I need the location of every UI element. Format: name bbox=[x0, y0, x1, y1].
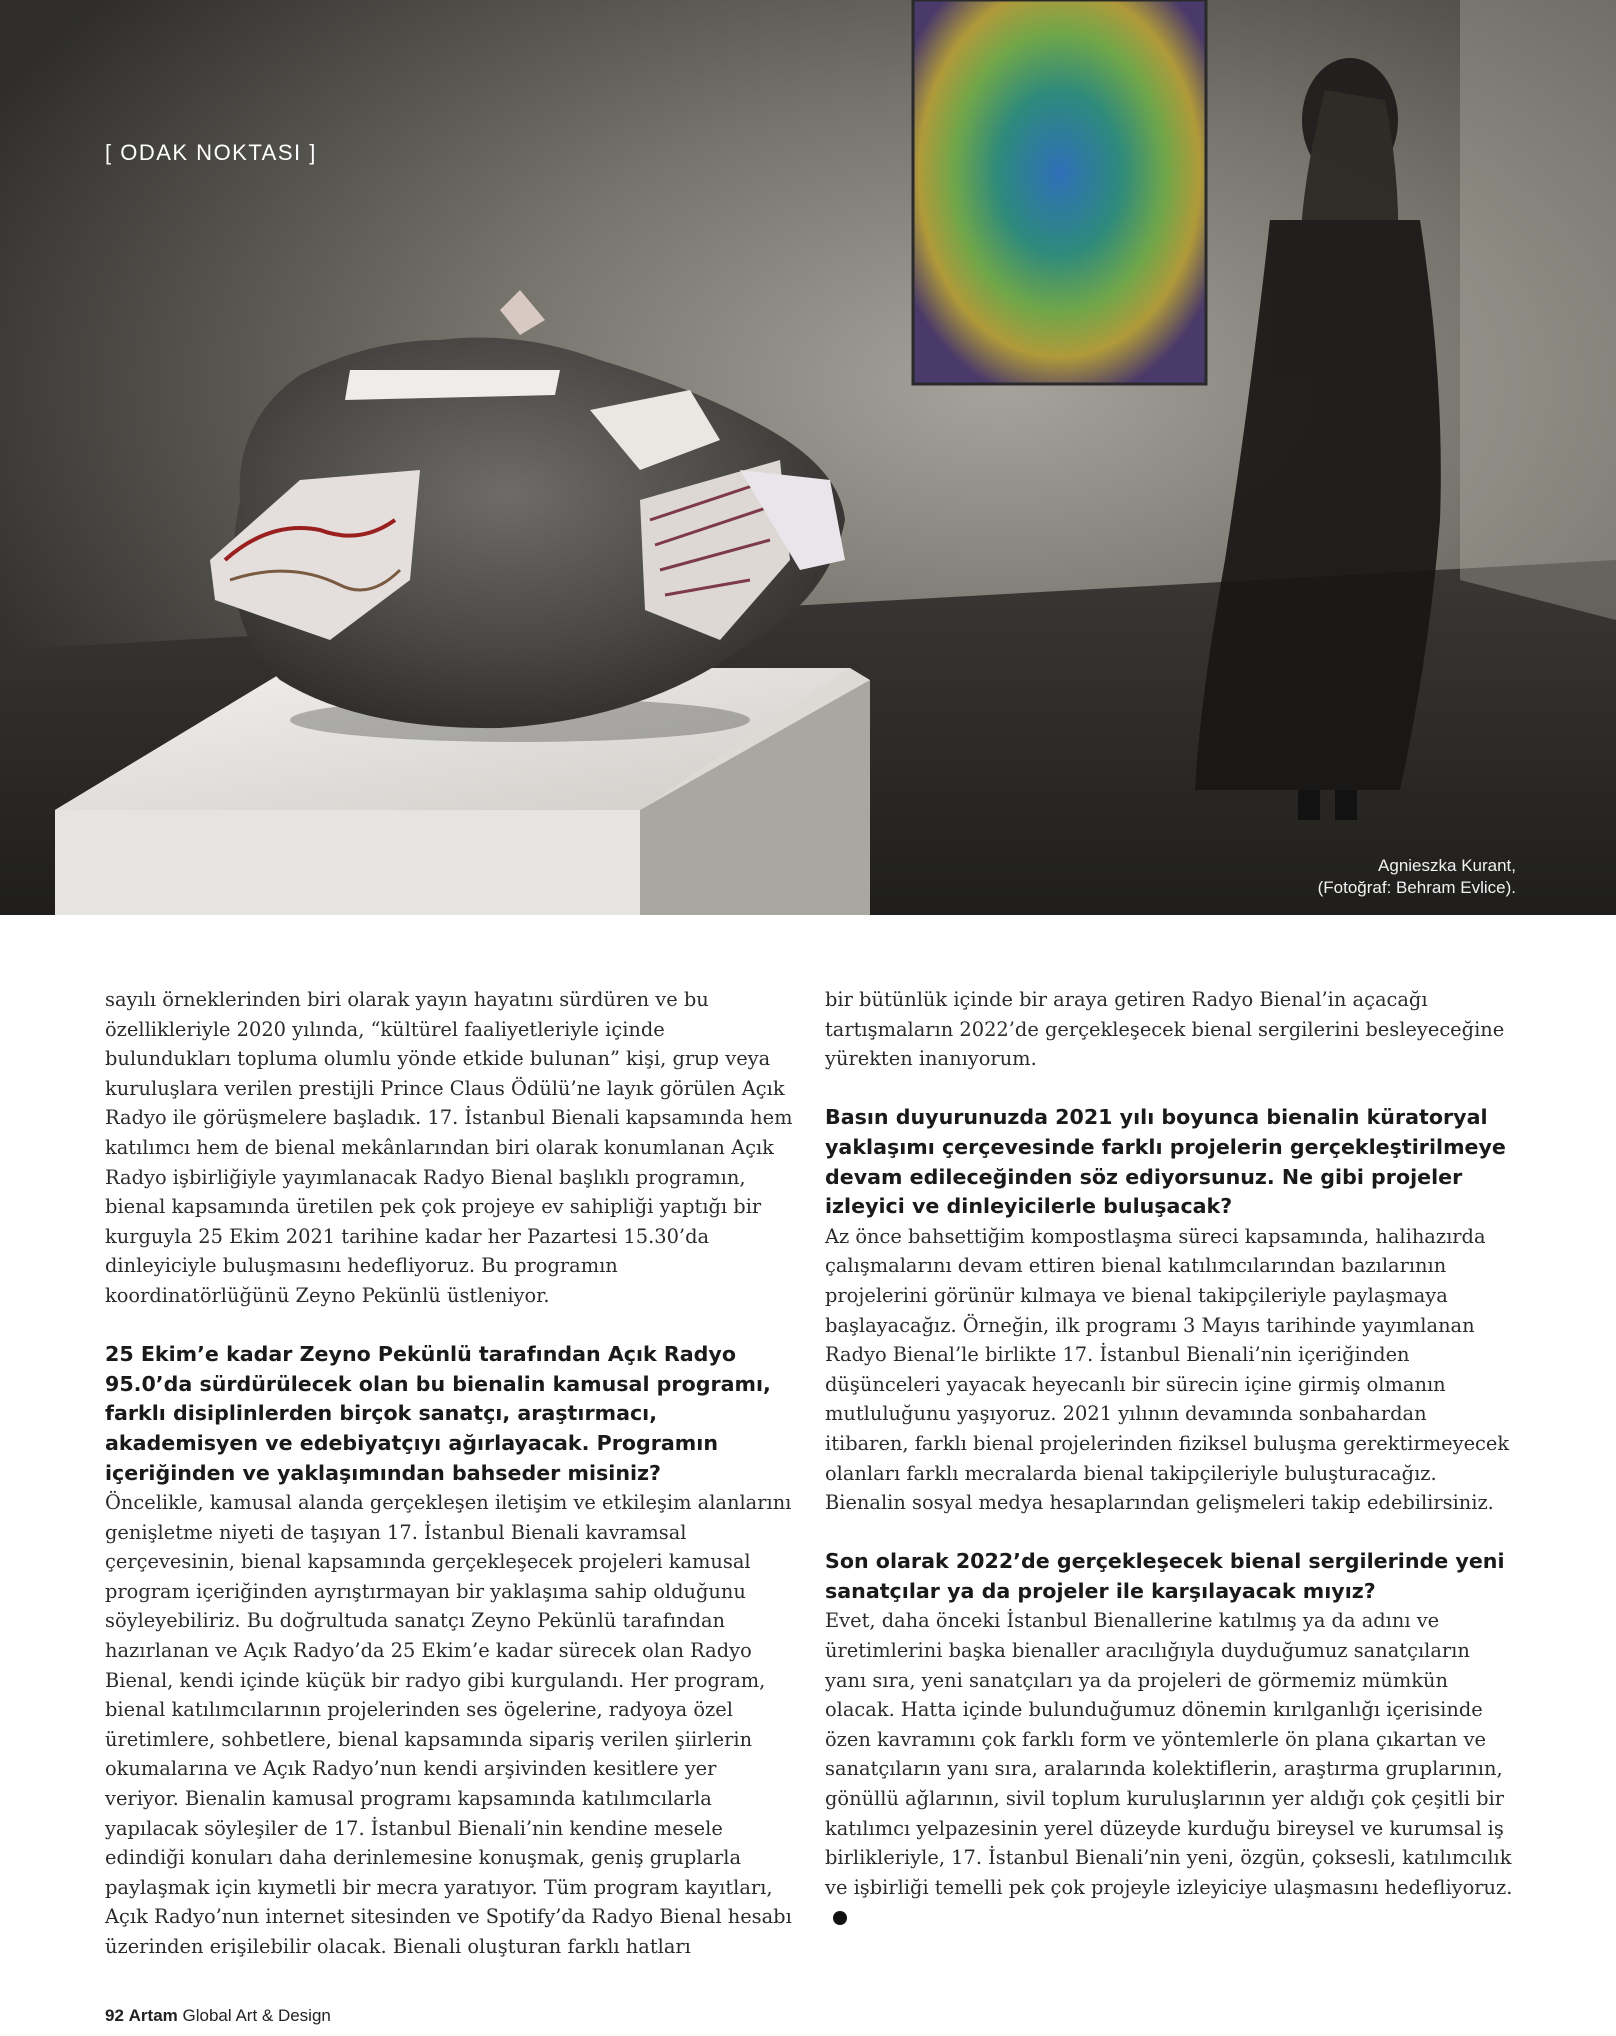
interview-answer bbox=[825, 1606, 1515, 1932]
painting bbox=[913, 0, 1206, 384]
caption-artist: Agnieszka Kurant, bbox=[1378, 856, 1516, 875]
interview-answer: Az önce bahsettiğim kompostlaşma süreci kapsamında, halihazırda çalışmalarını devam ettiren bienal katılımcılarından bazılarının projelerini görünür kılmaya ve bienal takipçileriyle paylaşmaya başlayacağız. Örneğin, ilk programı 3 Mayıs tarihinde yayımlanan Radyo Bienal’le birlikte 17. İstanbul Bienali’nin içeriğinden düşünceleri yayacak heyecanlı bir sürecin içine girmiş olmanın mutluluğunu yaşıyoruz. 2021 yılının devamında sonbahardan itibaren, farklı bienal projelerinden fiziksel buluşma gerektirmeyecek olanları farklı mecralarda bienal takipçileriyle buluşturacağız. Bienalin sosyal medya hesaplarından gelişmeleri takip edebilirsiniz. bbox=[825, 1224, 1510, 1515]
answer-text: Evet, daha önceki İstanbul Bienallerine katılmış ya da adını ve üretimlerini başka bienaller aracılığıyla duyduğumuz sanatçıların yanı sıra, yeni sanatçıları ya da projeleri de görmemiz mümkün olacak. Hatta içinde bulunduğumuz dönemin kırılganlığı içerisinde özen kavramını çok farklı form ve yöntemlerle ön plana çıkartan ve sanatçıların yanı sıra, aralarında kolektiflerin, araştırma gruplarının, gönüllü ağlarının, sivil toplum kuruluşlarının yer aldığı çok çeşitli bir katılımcı yelpazesinin yerel düzeyde kurduğu bireysel ve kurumsal iş birlikleriyle, 17. İstanbul Bienali’nin yeni, özgün, çoksesli, katılımcılık ve işbirliği temelli pek çok projeyle izleyiciye ulaşmasını hedefliyoruz. bbox=[825, 1609, 1513, 1899]
interview-question: Basın duyurunuzda 2021 yılı boyunca bienalin küratoryal yaklaşımı çerçevesinde farklı projelerin gerçekleştirilmeye devam edileceğinden söz ediyorsunuz. Ne gibi projeler izleyici ve dinleyicilerle buluşacak? bbox=[825, 1105, 1506, 1219]
hero-photo bbox=[0, 0, 1616, 915]
section-tag: [ ODAK NOKTASI ] bbox=[105, 140, 317, 165]
magazine-brand: Artam bbox=[128, 2006, 178, 2025]
interview-answer: Öncelikle, kamusal alanda gerçekleşen iletişim ve etkileşim alanlarını genişletme niyeti de taşıyan 17. İstanbul Bienali kavramsal çerçevesinin, bienal kapsamında gerçekleşecek projeleri kamusal program içeriğinden ayrıştırmayan bir yaklaşıma sahip olduğunu söyleyebiliriz. Bu doğrultuda sanatçı Zeyno Pekünlü tarafından hazırlanan ve Açık Radyo’da 25 Ekim’e kadar sürecek olan Radyo Bienal, kendi içinde küçük bir radyo gibi kurgulandı. Her program, bienal katılımcılarının projelerinden ses ögelerine, radyoya özel üretimlere, sohbetlere, bienal kapsamında sipariş verilen şiirlerin okumalarına ve Açık Radyo’nun kendi arşivinden kesitlere yer veriyor. Bienalin kamusal programı kapsamında katılımcılarla yapılacak söyleşiler de 17. İstanbul Bienali’nin kendine mesele edindiği konuları daha derinlemesine konuşmak, geniş gruplarla paylaşmak için kıymetli bir mecra yaratıyor. Tüm program kayıtları, Açık Radyo’nun internet sitesinden ve Spotify’da Radyo Bienal hesabı üzerinden erişilebilir olacak. Bienali oluşturan farklı hatları bbox=[105, 1491, 792, 1958]
page-number: 92 bbox=[105, 2006, 124, 2025]
right-column bbox=[825, 985, 1515, 1932]
interview-question: 25 Ekim’e kadar Zeyno Pekünlü tarafından Açık Radyo 95.0’da sürdürülecek olan bu bienalin kamusal programı, farklı disiplinlerden birçok sanatçı, araştırmacı, akademisyen ve edebiyatçıyı ağırlayacak. Programın içeriğinden ve yaklaşımından bahseder misiniz? bbox=[105, 1342, 771, 1485]
page-footer bbox=[105, 2006, 331, 2026]
paragraph: sayılı örneklerinden biri olarak yayın hayatını sürdüren ve bu özellikleriyle 2020 yılında, “kültürel faaliyetleriyle içinde bulundukları topluma olumlu yönde etkide bulunan” kişi, grup veya kuruluşlara verilen prestijli Prince Claus Ödülü’ne layık görülen Açık Radyo ile görüşmelere başladık. 17. İstanbul Bienali kapsamında hem katılımcı hem de bienal mekânlarından biri olarak konumlanan Açık Radyo işbirliğiyle yayımlanacak Radyo Bienal başlıklı programın, bienal kapsamında üretilen pek çok projeye ev sahipliği yaptığı bir kurguyla 25 Ekim 2021 tarihine kadar her Pazartesi 15.30’da dinleyiciyle buluşmasını hedefliyoruz. Bu programın koordinatörlüğünü Zeyno Pekünlü üstleniyor. bbox=[105, 988, 793, 1307]
magazine-subtitle: Global Art & Design bbox=[182, 2006, 331, 2025]
paragraph: bir bütünlük içinde bir araya getiren Radyo Bienal’in açacağı tartışmaların 2022’de gerçekleşecek bienal sergilerini besleyeceğine yürekten inanıyorum. bbox=[825, 988, 1505, 1071]
gallery-scene bbox=[0, 0, 1616, 915]
caption-credit: (Fotoğraf: Behram Evlice). bbox=[1317, 878, 1516, 897]
interview-question: Son olarak 2022’de gerçekleşecek bienal sergilerinde yeni sanatçılar ya da projeler ile karşılayacak mıyız? bbox=[825, 1549, 1505, 1603]
photo-caption bbox=[1318, 855, 1516, 899]
left-column bbox=[105, 985, 795, 1962]
end-mark-icon bbox=[833, 1911, 847, 1925]
